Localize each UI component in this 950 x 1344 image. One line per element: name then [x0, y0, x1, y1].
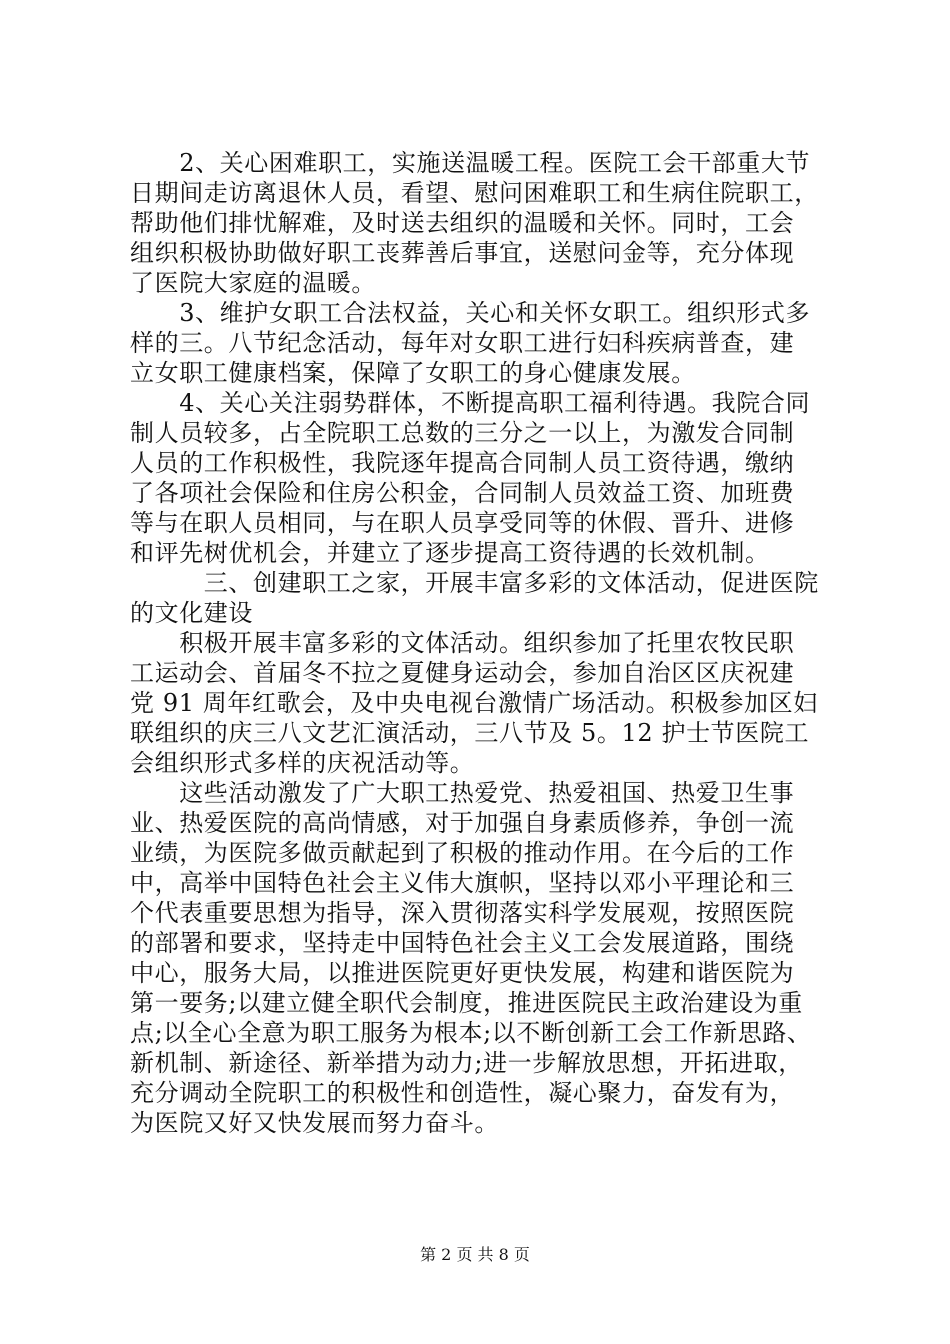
text-line: 中，高举中国特色社会主义伟大旗帜，坚持以邓小平理论和三 — [130, 869, 795, 897]
text-line: 业绩，为医院多做贡献起到了积极的推动作用。在今后的工作 — [130, 839, 795, 867]
text-line: 制人员较多，占全院职工总数的三分之一以上，为激发合同制 — [130, 419, 795, 447]
text-line: 了各项社会保险和住房公积金，合同制人员效益工资、加班费 — [130, 479, 795, 507]
text-line: 组织积极协助做好职工丧葬善后事宜，送慰问金等，充分体现 — [130, 239, 795, 267]
text-line: 第一要务;以建立健全职代会制度，推进医院民主政治建设为重 — [130, 989, 803, 1017]
text-line: 日期间走访离退休人员，看望、慰问困难职工和生病住院职工， — [130, 179, 819, 207]
body-text — [130, 148, 830, 1138]
text-line: 积极开展丰富多彩的文体活动。组织参加了托里农牧民职 — [130, 629, 795, 657]
text-line: 个代表重要思想为指导，深入贯彻落实科学发展观，按照医院 — [130, 899, 795, 927]
text-line: 业、热爱医院的高尚情感，对于加强自身素质修养，争创一流 — [130, 809, 795, 837]
text-line: 新机制、新途径、新举措为动力;进一步解放思想，开拓进取， — [130, 1049, 803, 1077]
section-heading-line: 三、创建职工之家，开展丰富多彩的文体活动，促进医院 — [130, 569, 819, 597]
text-line: 充分调动全院职工的积极性和创造性，凝心聚力，奋发有为， — [130, 1079, 795, 1107]
text-line: 人员的工作积极性，我院逐年提高合同制人员工资待遇，缴纳 — [130, 449, 795, 477]
text-line: 点;以全心全意为职工服务为根本;以不断创新工会工作新思路、 — [130, 1019, 812, 1047]
text-line: 中心，服务大局，以推进医院更好更快发展，构建和谐医院为 — [130, 959, 795, 987]
section-heading-line: 的文化建设 — [130, 599, 253, 627]
text-line: 和评先树优机会，并建立了逐步提高工资待遇的长效机制。 — [130, 539, 770, 567]
text-line: 会组织形式多样的庆祝活动等。 — [130, 749, 475, 777]
text-line: 党 91 周年红歌会，及中央电视台激情广场活动。积极参加区妇 — [130, 689, 818, 717]
text-line: 立女职工健康档案，保障了女职工的身心健康发展。 — [130, 359, 696, 387]
page-number-footer: 第 2 页 共 8 页 — [420, 1245, 530, 1264]
text-line: 3、维护女职工合法权益，关心和关怀女职工。组织形式多 — [130, 299, 811, 327]
text-line: 为医院又好又快发展而努力奋斗。 — [130, 1109, 499, 1137]
text-line: 帮助他们排忧解难，及时送去组织的温暖和关怀。同时，工会 — [130, 209, 795, 237]
text-line: 2、关心困难职工，实施送温暖工程。医院工会干部重大节 — [130, 149, 811, 177]
text-line: 等与在职人员相同，与在职人员享受同等的休假、晋升、进修 — [130, 509, 795, 537]
text-line: 了医院大家庭的温暖。 — [130, 269, 376, 297]
text-line: 4、关心关注弱势群体，不断提高职工福利待遇。我院合同 — [130, 389, 811, 417]
text-line: 的部署和要求，坚持走中国特色社会主义工会发展道路，围绕 — [130, 929, 795, 957]
text-line: 样的三。八节纪念活动，每年对女职工进行妇科疾病普查，建 — [130, 329, 795, 357]
text-line: 这些活动激发了广大职工热爱党、热爱祖国、热爱卫生事 — [130, 779, 795, 807]
text-line: 联组织的庆三八文艺汇演活动，三八节及 5。12 护士节医院工 — [130, 719, 810, 747]
text-line: 工运动会、首届冬不拉之夏健身运动会，参加自治区区庆祝建 — [130, 659, 795, 687]
